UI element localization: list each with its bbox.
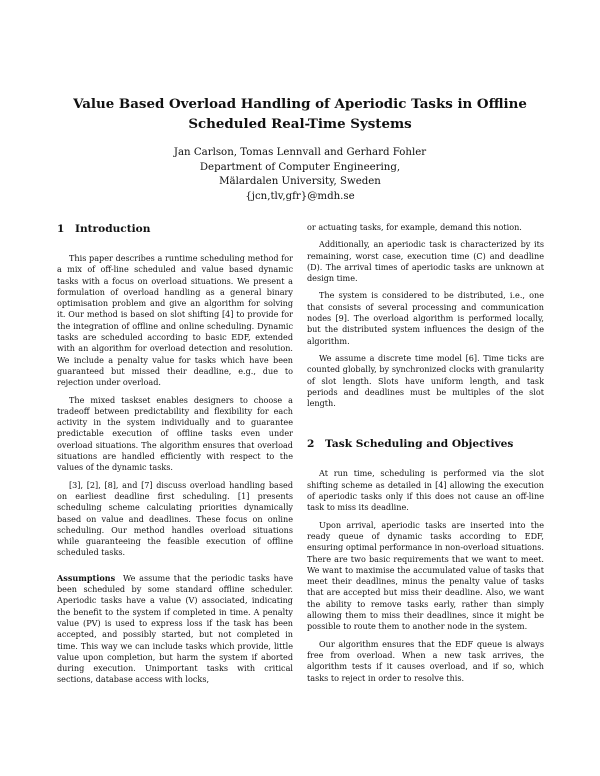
intro-paragraph: We assume a discrete time model [6]. Time ticks are counted globally, by synchronized clocks with granularity of slot length. Slots have uniform length, and task periods and deadlines must be multiples of the slot length. [307,352,544,409]
intro-paragraph: [3], [2], [8], and [7] discuss overload handling based on earliest deadline first scheduling. [1] presents scheduling scheme calculating priorities dynamically based on value and deadlines. These focus on online scheduling. Our method handles overload situations while guaranteeing the feasible execution of offline scheduled tasks. [57,479,293,558]
section2-paragraph: At run time, scheduling is performed via the slot shifting scheme as detailed in [4] allowing the execution of aperiodic tasks only if this does not cause an off-line task to miss its deadline. [307,468,544,513]
title-line-1: Value Based Overload Handling of Aperiodic Tasks in Offline [73,96,527,112]
continued-paragraph: or actuating tasks, for example, demand this notion. [307,222,522,232]
section2-paragraph: Our algorithm ensures that the EDF queue is always free from overload. When a new task arrives, the algorithm tests if it causes overload, and if so, which tasks to reject in order to resolve this. [307,638,544,683]
author-email: {jcn,tlv,gfr}@mdh.se [245,190,355,202]
author-university: Mälardalen University, Sweden [219,176,381,187]
section-number: 2 [307,438,315,451]
paper-title [40,94,560,134]
spacer [307,415,544,437]
intro-paragraph: Additionally, an aperiodic task is characterized by its remaining, worst case, execution time (C) and deadline (D). The arrival times of aperiodic tasks are unknown at design time. [307,239,544,284]
intro-paragraph: The mixed taskset enables designers to choose a tradeoff between predictability and flexibility for each activity in the system individually and to guarantee predictable execution of offline tasks even under overload situations. The algorithm ensures that overload situations are handled efficiently with respect to the values of the dynamic tasks. [57,394,293,473]
section-title: Task Scheduling and Objectives [325,438,514,451]
section-number: 1 [57,223,65,235]
right-column [307,222,544,690]
spacer [57,565,293,573]
intro-paragraph: This paper describes a runtime scheduling method for a mix of off-line scheduled and value based dynamic tasks with a focus on overload situations. We present a formulation of overload handling as a general binary optimisation problem and give an algorithm for solving it. Our method is based on slot shifting [4] to provide for the integration of offline and online scheduling. Dynamic tasks are scheduled according to basic EDF, extended with an algorithm for overload detection and resolution. We include a penalty value for tasks which have been guaranteed but missed their deadline, e.g., due to rejection under overload. [57,253,293,388]
assumptions-paragraph [57,573,293,686]
author-block [120,146,480,204]
section-heading-task-scheduling [307,437,544,451]
section-title: Introduction [75,223,151,235]
intro-paragraph: The system is considered to be distributed, i.e., one that consists of several processing and communication nodes [9]. The overload algorithm is performed locally, but the distributed system influences the design of the algorithm. [307,290,544,346]
section-heading-introduction [57,222,293,236]
assumptions-text: We assume that the periodic tasks have been scheduled by some standard offline scheduler. Aperiodic tasks have a value (V) associated, indicating the benefit to the system if completed in time. A penalty value (PV) is used to express loss if the task has been accepted, and possibly started, but not completed in time. This way we can include tasks which provide, little value upon completion, but harm the system if aborted during execution. Unimportant tasks with critical sections, database access with locks, [57,572,293,685]
title-line-2: Scheduled Real-Time Systems [188,116,412,132]
author-department: Department of Computer Engineering, [199,161,401,173]
author-names: Jan Carlson, Tomas Lennvall and Gerhard Fohler [173,147,427,158]
assumptions-label: Assumptions [57,572,116,583]
section2-paragraph: Upon arrival, aperiodic tasks are inserted into the ready queue of dynamic tasks according to EDF, ensuring optimal performance in non-overload situations. There are two basic requirements that we want to meet. We want to maximise the accumulated value of tasks that meet their deadlines, minus the penalty value of tasks that are accepted but miss their deadline. Also, we want the ability to remove tasks early, rather than simply allowing them to miss their deadlines, since it might be possible to route them to another node in the system. [307,519,544,632]
left-column [57,222,293,692]
